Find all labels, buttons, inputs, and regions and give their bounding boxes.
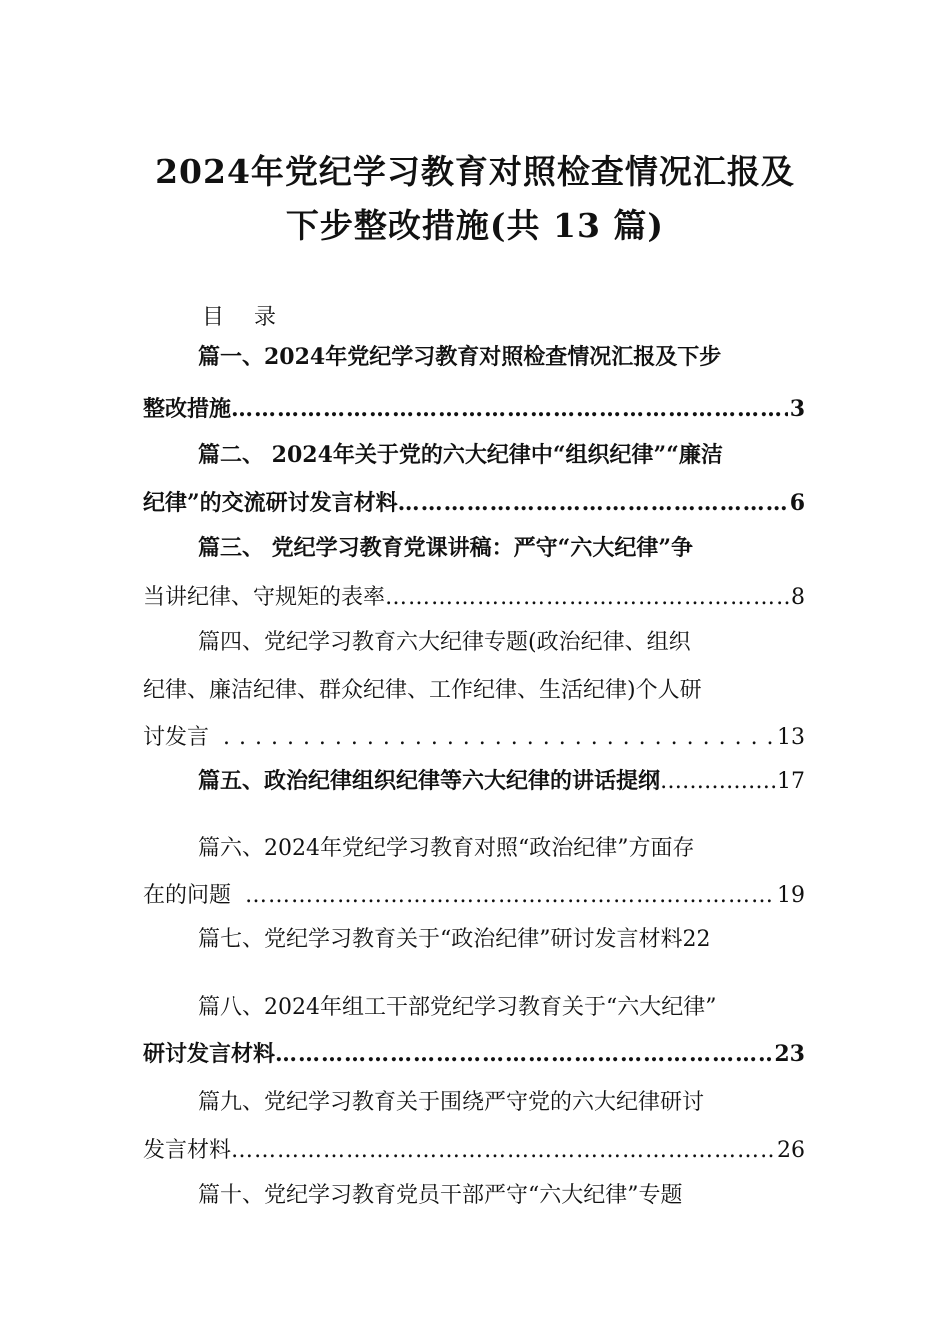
- toc-page-number: 23: [774, 1041, 805, 1067]
- toc-leader-dots: [660, 767, 777, 797]
- toc-entry-last-line: [143, 1039, 805, 1069]
- toc-entry-single-line: [198, 925, 825, 955]
- toc-entry-title-end: 当讲纪律、守规矩的表率: [143, 585, 386, 610]
- toc-entry-title-middle: 纪律、廉洁纪律、群众纪律、工作纪律、生活纪律)个人研: [143, 678, 702, 703]
- toc-page-number: 8: [791, 585, 805, 610]
- toc-entry-last-line: [143, 583, 805, 613]
- toc-entry-title-end: 研讨发言材料: [143, 1041, 276, 1067]
- toc-entry-title-end: 整改措施: [143, 396, 232, 422]
- toc-page-number: 3: [789, 396, 805, 422]
- toc-entry-title: 篇四、党纪学习教育六大纪律专题(政治纪律、组织: [198, 630, 691, 655]
- toc-entry-title: 篇六、2024年党纪学习教育对照“政治纪律”方面存: [198, 836, 695, 861]
- toc-entry-title: 篇九、党纪学习教育关于围绕严守党的六大纪律研讨: [198, 1090, 705, 1115]
- toc-entry-last-line: [143, 1136, 805, 1166]
- toc-page-number: 19: [777, 883, 805, 908]
- toc-entry-title: 篇三、 党纪学习教育党课讲稿：严守“六大纪律”争: [198, 535, 693, 561]
- document-title-line-2: 下步整改措施(共 13 篇): [285, 206, 665, 245]
- document-title-line-1: 2024年党纪学习教育对照检查情况汇报及: [155, 152, 795, 191]
- toc-leader-dots: [231, 881, 775, 911]
- toc-leader-dots: [385, 583, 789, 613]
- toc-entry-title-end: 讨发言: [143, 725, 210, 750]
- toc-entry-title: 篇七、党纪学习教育关于“政治纪律”研讨发言材料: [198, 927, 683, 952]
- toc-leader-dots: [275, 1039, 772, 1069]
- toc-entry-title: 篇十、党纪学习教育党员干部严守“六大纪律”专题: [198, 1183, 683, 1208]
- toc-entry-title: 篇一、2024年党纪学习教育对照检查情况汇报及下步: [198, 344, 722, 370]
- toc-entry-title: 篇二、 2024年关于党的六大纪律中“组织纪律”“廉洁: [198, 442, 723, 468]
- toc-entry-title-end: 在的问题: [143, 883, 232, 908]
- toc-page-number: 6: [789, 490, 805, 516]
- toc-leader-dots: [398, 488, 788, 518]
- toc-leader-dots: [231, 394, 788, 424]
- toc-entry-title: 篇五、政治纪律组织纪律等六大纪律的讲话提纲: [198, 768, 661, 794]
- toc-page-number: 22: [682, 927, 711, 952]
- toc-entry-last-line: [143, 488, 805, 518]
- toc-entry-title-end: 发言材料: [143, 1138, 232, 1163]
- toc-leader-dots: [209, 723, 775, 753]
- toc-entry-last-line: [143, 881, 805, 911]
- toc-heading: 目录: [202, 305, 307, 330]
- toc-page-number: 17: [777, 769, 805, 794]
- toc-page-number: 26: [777, 1138, 805, 1163]
- toc-entry-title: 篇八、2024年组工干部党纪学习教育关于“六大纪律”: [198, 995, 717, 1020]
- toc-entry-last-line: [143, 723, 805, 753]
- toc-page-number: 13: [777, 725, 805, 750]
- toc-leader-dots: [231, 1136, 775, 1166]
- toc-entry-last-line: [143, 394, 805, 424]
- toc-entry-title-end: 纪律”的交流研讨发言材料: [143, 490, 398, 516]
- toc-entry-single-line: [198, 766, 805, 796]
